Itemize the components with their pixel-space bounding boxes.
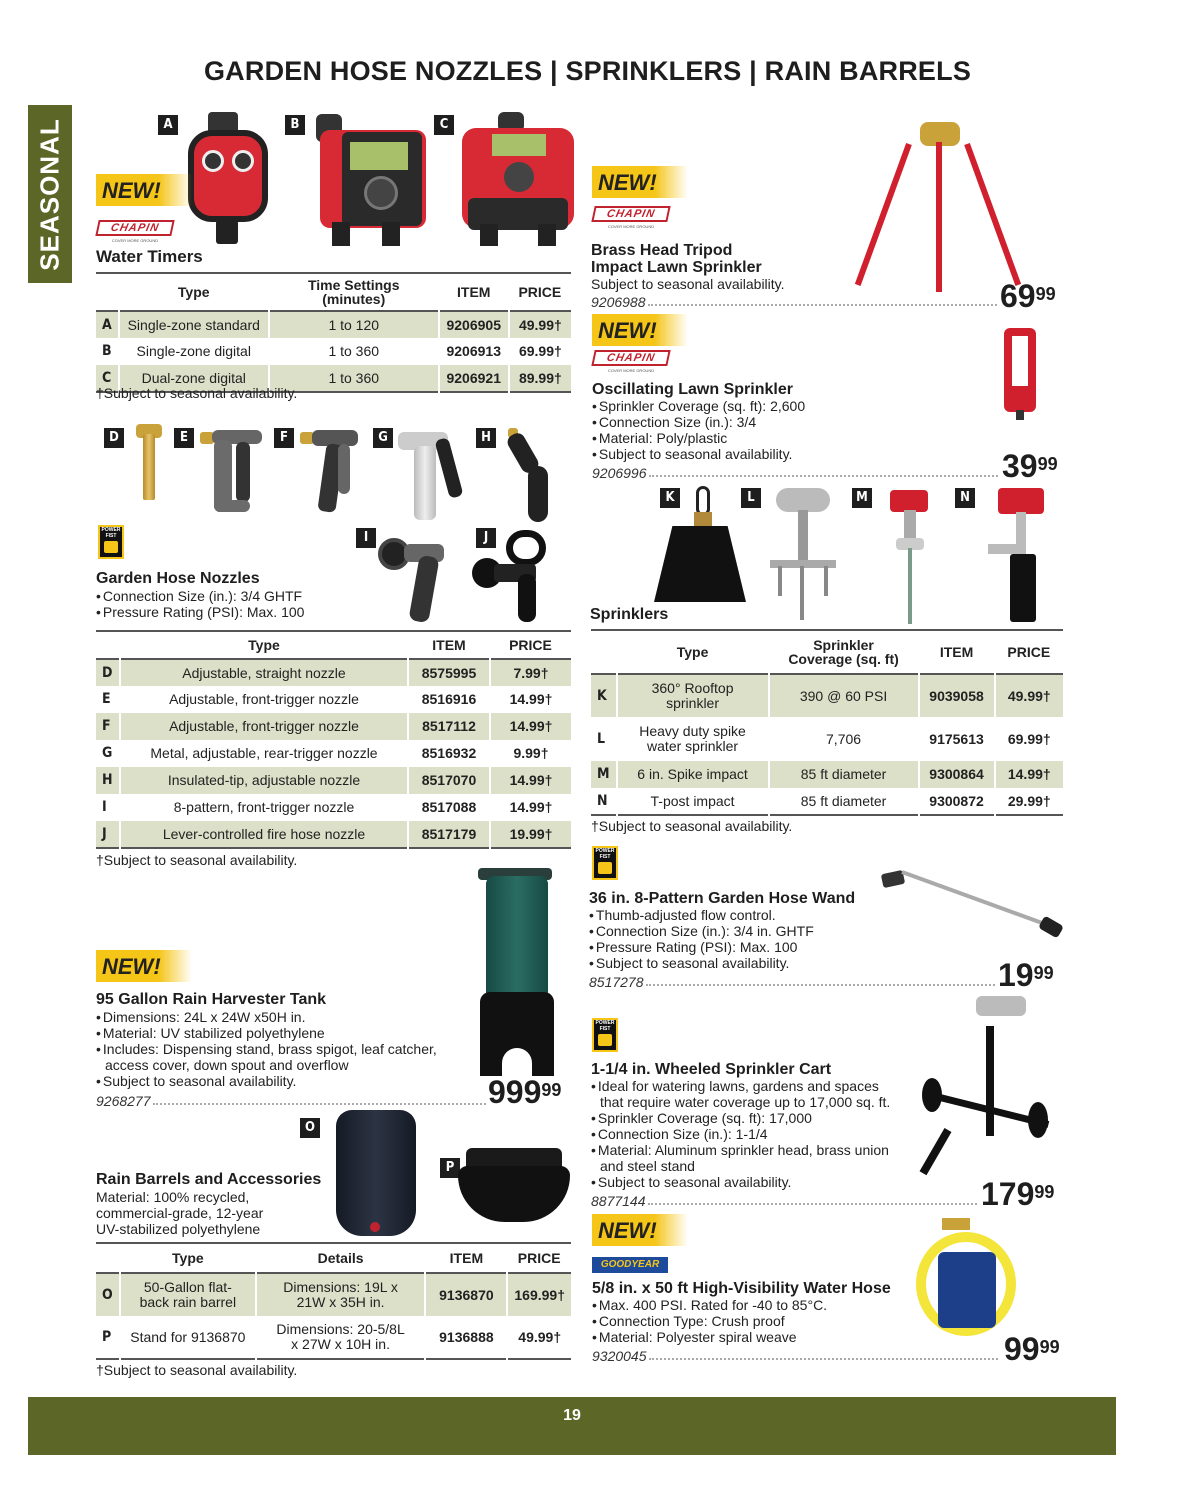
- rain-tank-price: $999^{99}$: [488, 1074, 562, 1110]
- table-row: J Lever-controlled fire hose nozzle 8517179 19.99†: [96, 821, 571, 848]
- oscillating-price: $39^{99}$: [1002, 448, 1058, 484]
- page-title: GARDEN HOSE NOZZLES | SPRINKLERS | RAIN BARRELS: [203, 56, 972, 86]
- tripod-sprinkler-image: [870, 122, 1010, 294]
- image-label-g: G: [373, 428, 393, 448]
- nozzle-d-image: [134, 424, 164, 504]
- page-number: 19: [563, 1407, 581, 1424]
- table-row: D Adjustable, straight nozzle 8575995 7.99†: [96, 659, 571, 686]
- hose-sku: 9320045: [592, 1346, 1002, 1364]
- water-hose-image: [916, 1216, 1016, 1338]
- image-label-d: D: [104, 428, 124, 448]
- image-label-p: P: [440, 1158, 460, 1178]
- hose-wand-image: [880, 866, 1066, 940]
- image-label-b: B: [285, 115, 305, 135]
- wand-title: 36 in. 8-Pattern Garden Hose Wand: [589, 890, 856, 907]
- rain-tank-sku: 9268277: [96, 1091, 490, 1109]
- chapin-logo: CHAPIN COVER MORE GROUND: [593, 206, 669, 234]
- nozzles-title: Garden Hose Nozzles: [96, 570, 260, 587]
- spike-impact-sprinkler-image: [880, 486, 946, 624]
- table-row: P Stand for 9136870 Dimensions: 20-5/8L x 27W x 10H in. 9136888 49.99†: [96, 1316, 571, 1359]
- water-timer-c-image: [462, 112, 574, 247]
- table-row: I 8-pattern, front-trigger nozzle 8517088 14.99†: [96, 794, 571, 821]
- section-tab: [28, 105, 72, 283]
- oscillating-specs: • Sprinkler Coverage (sq. ft): 2,600 • Connection Size (in.): 3/4 • Material: Poly/plastic • Subject to seasonal availability.: [592, 398, 805, 462]
- nozzles-specs: • Connection Size (in.): 3/4 GHTF • Pressure Rating (PSI): Max. 100: [96, 588, 304, 620]
- cart-sku: 8877144: [591, 1191, 981, 1209]
- table-row: F Adjustable, front-trigger nozzle 8517112 14.99†: [96, 713, 571, 740]
- water-timer-a-image: [188, 112, 270, 247]
- nozzle-f-image: [300, 426, 360, 516]
- nozzle-e-image: [200, 426, 266, 516]
- spike-sprinkler-image: [770, 486, 836, 620]
- footnote: †Subject to seasonal availability.: [96, 852, 298, 868]
- chapin-logo: CHAPIN COVER MORE GROUND: [97, 220, 173, 248]
- nozzles-table: Type ITEM PRICE D Adjustable, straight nozzle 8575995 7.99† E Adjustable, front-trigger nozzle 8516916 14.99† F Adjustable, front-trigger nozzle 8517112 14.99† G Metal, adjustable, rear-trigger nozzle 8516932 9.99† H Insulated-tip, adjustable nozzle 8517070 14.99† I 8-pattern, front-trigger nozzle 8517088 14.99† J Lever-controlled fire hose nozzle 8517179 19.99†: [96, 630, 571, 849]
- power-fist-logo: POWER FIST: [592, 1018, 618, 1052]
- table-row: G Metal, adjustable, rear-trigger nozzle 8516932 9.99†: [96, 740, 571, 767]
- new-badge: NEW!: [592, 314, 688, 346]
- hose-specs: • Max. 400 PSI. Rated for -40 to 85°C. • Connection Type: Crush proof • Material: Polyester spiral weave: [592, 1297, 827, 1345]
- nozzle-h-image: [506, 428, 556, 524]
- oscillating-sprinkler-image: [1004, 328, 1036, 420]
- rain-barrel-image: [336, 1110, 416, 1238]
- image-label-a: A: [158, 115, 178, 135]
- tripod-price: $69^{99}$: [1000, 278, 1056, 314]
- wand-specs: • Thumb-adjusted flow control. • Connection Size (in.): 3/4 in. GHTF • Pressure Rating (PSI): Max. 100 • Subject to seasonal availability.: [589, 907, 814, 971]
- chapin-logo: CHAPIN COVER MORE GROUND: [593, 350, 669, 378]
- image-label-k: K: [660, 488, 680, 508]
- goodyear-logo: GOODYEAR: [592, 1257, 668, 1273]
- nozzle-i-image: [378, 530, 454, 624]
- col-price: PRICE: [518, 284, 562, 300]
- tripod-title: Brass Head Tripod Impact Lawn Sprinkler: [591, 242, 762, 276]
- nozzle-j-image: [472, 530, 562, 624]
- power-fist-logo: POWER FIST: [98, 525, 124, 559]
- rain-tank-title: 95 Gallon Rain Harvester Tank: [96, 991, 327, 1008]
- new-badge: NEW!: [96, 174, 192, 206]
- image-label-j: J: [476, 528, 496, 548]
- rooftop-sprinkler-image: [650, 486, 750, 604]
- image-label-c: C: [434, 115, 454, 135]
- col-type: Type: [177, 284, 210, 300]
- image-label-f: F: [274, 428, 294, 448]
- rain-tank-image: [472, 868, 558, 1076]
- rain-barrels-table: Type Details ITEM PRICE O 50-Gallon flat- back rain barrel Dimensions: 19L x 21W x 35H in. 9136870 169.99† P Stand for 9136870 Dimensions: 20-5/8L x 27W x 10H in. 9136888 49.99†: [96, 1242, 571, 1360]
- oscillating-sku: 9206996: [592, 463, 1002, 481]
- water-timers-title: Water Timers: [96, 247, 203, 266]
- page-footer: [28, 1397, 1116, 1455]
- t-post-sprinkler-image: [984, 486, 1052, 624]
- image-label-o: O: [300, 1118, 320, 1138]
- cart-title: 1-1/4 in. Wheeled Sprinkler Cart: [591, 1061, 832, 1078]
- cart-price: $179^{99}$: [981, 1176, 1055, 1212]
- table-row: E Adjustable, front-trigger nozzle 8516916 14.99†: [96, 686, 571, 713]
- table-row: B Single-zone digital 1 to 360 9206913 69.99†: [96, 338, 571, 365]
- new-badge: NEW!: [96, 950, 192, 982]
- oscillating-title: Oscillating Lawn Sprinkler: [592, 381, 793, 398]
- wand-sku: 8517278: [589, 972, 999, 990]
- hose-price: $99^{99}$: [1004, 1331, 1060, 1367]
- water-timer-b-image: [316, 112, 428, 247]
- sprinklers-table: Type Sprinkler Coverage (sq. ft) ITEM PRICE K 360° Rooftop sprinkler 390 @ 60 PSI 9039058 49.99† L Heavy duty spike water sprinkler 7,706 9175613 69.99† M 6 in. Spike impact 85 ft diameter 9300864 14.99† N T-post impact 85 ft diameter 9300872 29.99†: [591, 629, 1063, 816]
- table-row: C Dual-zone digital 1 to 360 9206921 89.99†: [96, 365, 571, 392]
- cart-specs: • Ideal for watering lawns, gardens and spaces that require water coverage up to 17,000 sq. ft. • Sprinkler Coverage (sq. ft): 17,000 • Connection Size (in.): 1-1/4 • Material: Aluminum sprinkler head, brass union and steel stand • Subject to seasonal availability.: [591, 1078, 890, 1190]
- rain-tank-specs: • Dimensions: 24L x 24W x50H in. • Material: UV stabilized polyethylene • Includes: Dispensing stand, brass spigot, leaf catcher, access cover, down spout and overflow • Subject to seasonal availability.: [96, 1009, 437, 1089]
- table-row: L Heavy duty spike water sprinkler 7,706 9175613 69.99†: [591, 717, 1063, 761]
- footnote: †Subject to seasonal availability.: [96, 385, 298, 401]
- rain-barrels-title: Rain Barrels and Accessories: [96, 1171, 322, 1188]
- table-row: H Insulated-tip, adjustable nozzle 8517070 14.99†: [96, 767, 571, 794]
- image-label-n: N: [955, 488, 975, 508]
- wand-price: $19^{99}$: [998, 957, 1054, 993]
- image-label-l: L: [741, 488, 761, 508]
- sprinkler-cart-image: [920, 996, 1060, 1182]
- tripod-note: Subject to seasonal availability.: [591, 276, 785, 292]
- power-fist-logo: POWER FIST: [592, 846, 618, 880]
- new-badge: NEW!: [592, 1214, 688, 1246]
- water-timers-table: [96, 272, 571, 393]
- footnote: †Subject to seasonal availability.: [96, 1362, 298, 1378]
- image-label-e: E: [174, 428, 194, 448]
- table-row: A Single-zone standard 1 to 120 9206905 49.99†: [96, 311, 571, 338]
- col-time: Time Settings (minutes): [307, 277, 400, 307]
- image-label-h: H: [476, 428, 496, 448]
- col-item: ITEM: [457, 284, 491, 300]
- new-badge: NEW!: [592, 166, 688, 198]
- image-label-i: I: [356, 528, 376, 548]
- barrel-stand-image: [458, 1148, 570, 1224]
- hose-title: 5/8 in. x 50 ft High-Visibility Water Hose: [592, 1280, 891, 1297]
- table-row: K 360° Rooftop sprinkler 390 @ 60 PSI 9039058 49.99†: [591, 674, 1063, 717]
- rain-barrels-description: Material: 100% recycled, commercial-grade, 12-year UV-stabilized polyethylene: [96, 1189, 264, 1237]
- footnote: †Subject to seasonal availability.: [591, 818, 793, 834]
- image-label-m: M: [852, 488, 872, 508]
- table-row: O 50-Gallon flat- back rain barrel Dimensions: 19L x 21W x 35H in. 9136870 169.99†: [96, 1273, 571, 1316]
- section-tab-label: SEASONAL: [34, 117, 65, 271]
- tripod-sku: 9206988: [591, 292, 1001, 310]
- sprinklers-title: Sprinklers: [590, 606, 669, 623]
- nozzle-g-image: [398, 428, 470, 522]
- table-row: N T-post impact 85 ft diameter 9300872 29.99†: [591, 788, 1063, 815]
- table-row: M 6 in. Spike impact 85 ft diameter 9300864 14.99†: [591, 761, 1063, 788]
